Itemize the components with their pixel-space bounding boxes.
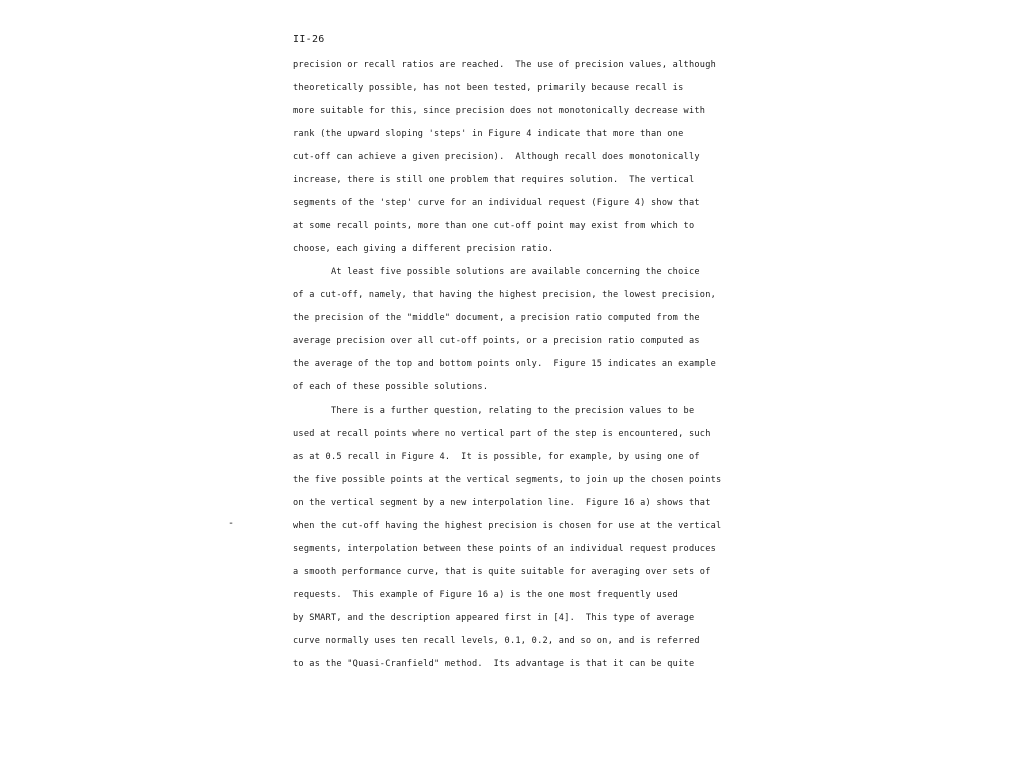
text-line: by SMART, and the description appeared first in [4]. This type of average [293, 613, 695, 623]
text-line: There is a further question, relating to the precision values to be [293, 406, 695, 416]
text-line: the precision of the "middle" document, a precision ratio computed from the [293, 313, 700, 323]
page-number: II-26 [293, 34, 325, 45]
text-line: precision or recall ratios are reached. The use of precision values, although [293, 60, 717, 70]
text-line: of each of these possible solutions. [293, 382, 489, 392]
text-line: when the cut-off having the highest precision is chosen for use at the vertical [293, 521, 722, 531]
text-line: the five possible points at the vertical segments, to join up the chosen points [293, 475, 722, 485]
text-line: to as the "Quasi-Cranfield" method. Its advantage is that it can be quite [293, 659, 695, 669]
text-line: theoretically possible, has not been tested, primarily because recall is [293, 83, 684, 93]
text-line: average precision over all cut-off points, or a precision ratio computed as [293, 336, 700, 346]
text-line: at some recall points, more than one cut-off point may exist from which to [293, 221, 695, 231]
text-line: curve normally uses ten recall levels, 0.1, 0.2, and so on, and is referred [293, 636, 700, 646]
text-line: a smooth performance curve, that is quite suitable for averaging over sets of [293, 567, 711, 577]
text-line: choose, each giving a different precision ratio. [293, 244, 554, 254]
text-line: segments, interpolation between these points of an individual request produces [293, 544, 717, 554]
text-line: cut-off can achieve a given precision). Although recall does monotonically [293, 152, 700, 162]
margin-mark: - [228, 518, 235, 529]
text-line: increase, there is still one problem that requires solution. The vertical [293, 175, 695, 185]
text-line: of a cut-off, namely, that having the highest precision, the lowest precision, [293, 290, 717, 300]
text-line: on the vertical segment by a new interpolation line. Figure 16 a) shows that [293, 498, 711, 508]
text-line: rank (the upward sloping 'steps' in Figure 4 indicate that more than one [293, 129, 684, 139]
text-line: as at 0.5 recall in Figure 4. It is possible, for example, by using one of [293, 452, 700, 462]
text-line: used at recall points where no vertical part of the step is encountered, such [293, 429, 711, 439]
text-line: At least five possible solutions are available concerning the choice [293, 267, 700, 277]
text-line: more suitable for this, since precision does not monotonically decrease with [293, 106, 706, 116]
text-line: the average of the top and bottom points only. Figure 15 indicates an example [293, 359, 717, 369]
text-line: segments of the 'step' curve for an individual request (Figure 4) show that [293, 198, 700, 208]
text-line: requests. This example of Figure 16 a) is the one most frequently used [293, 590, 679, 600]
